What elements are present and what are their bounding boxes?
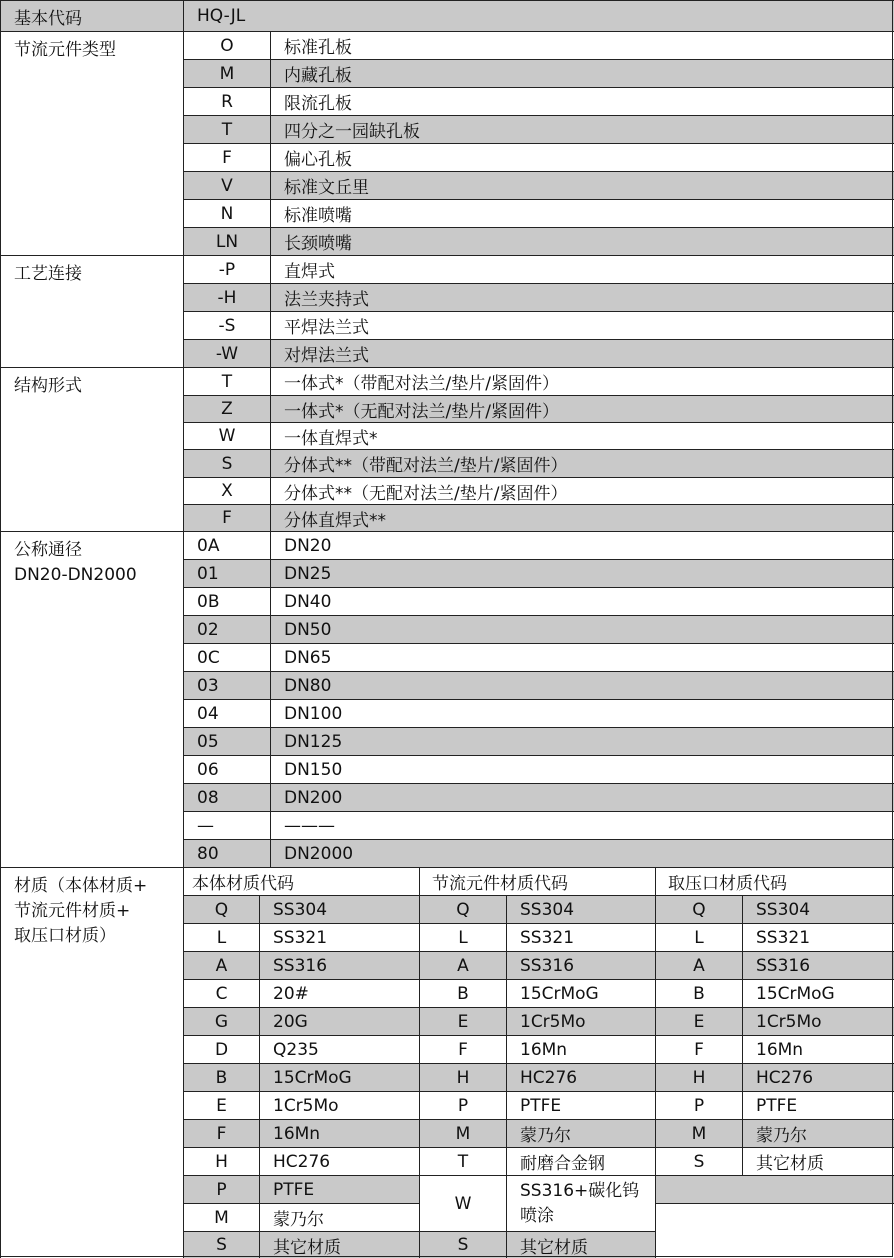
tap-material-code: P	[655, 1091, 742, 1119]
element-type-code: T	[183, 115, 270, 143]
diameter-code: 05	[183, 727, 270, 755]
body-material-code: D	[183, 1035, 259, 1063]
structure-desc: 一体直焊式*	[270, 422, 894, 449]
structure-desc: 分体式**（带配对法兰/垫片/紧固件）	[270, 449, 894, 477]
body-material-desc: SS304	[259, 895, 419, 923]
connection-desc: 直焊式	[270, 255, 894, 283]
diameter-desc: DN100	[270, 699, 894, 727]
tap-material-code: M	[655, 1119, 742, 1147]
body-material-desc: 1Cr5Mo	[259, 1091, 419, 1119]
element-material-desc: HC276	[506, 1063, 655, 1091]
tap-material-code: S	[655, 1147, 742, 1175]
diameter-desc: ———	[270, 811, 894, 839]
element-type-code: N	[183, 199, 270, 227]
body-material-desc: SS321	[259, 923, 419, 951]
material-label-line1: 材质（本体材质+	[14, 876, 148, 896]
element-material-desc: 耐磨合金钢	[506, 1147, 655, 1175]
element-type-desc: 内藏孔板	[270, 59, 894, 87]
element-material-desc-line1: SS316+碳化钨	[520, 1181, 640, 1201]
body-material-desc: 16Mn	[259, 1119, 419, 1147]
process-connection-label: 工艺连接	[0, 255, 183, 367]
nominal-diameter-label-line2: DN20-DN2000	[14, 565, 137, 585]
element-material-code: Q	[419, 895, 506, 923]
diameter-code: 06	[183, 755, 270, 783]
diameter-code: 0C	[183, 643, 270, 671]
connection-desc: 对焊法兰式	[270, 339, 894, 367]
element-material-desc: PTFE	[506, 1091, 655, 1119]
diameter-desc: DN65	[270, 643, 894, 671]
element-material-desc: 16Mn	[506, 1035, 655, 1063]
diameter-code: —	[183, 811, 270, 839]
tap-material-desc: 1Cr5Mo	[742, 1007, 894, 1035]
connection-code: -P	[183, 255, 270, 283]
element-type-code: LN	[183, 227, 270, 255]
connection-desc: 平焊法兰式	[270, 311, 894, 339]
nominal-diameter-label	[0, 531, 183, 867]
tap-material-code: Q	[655, 895, 742, 923]
element-material-code: L	[419, 923, 506, 951]
diameter-code: 0B	[183, 587, 270, 615]
body-material-desc: 15CrMoG	[259, 1063, 419, 1091]
body-material-desc: Q235	[259, 1035, 419, 1063]
diameter-code: 03	[183, 671, 270, 699]
body-material-desc: 20#	[259, 979, 419, 1007]
tap-material-desc: PTFE	[742, 1091, 894, 1119]
diameter-code: 02	[183, 615, 270, 643]
diameter-code: 0A	[183, 531, 270, 559]
connection-desc: 法兰夹持式	[270, 283, 894, 311]
tap-material-code: A	[655, 951, 742, 979]
element-material-code: F	[419, 1035, 506, 1063]
tap-material-desc: HC276	[742, 1063, 894, 1091]
connection-code: -W	[183, 339, 270, 367]
element-type-code: F	[183, 143, 270, 171]
element-material-desc: 1Cr5Mo	[506, 1007, 655, 1035]
diameter-desc: DN125	[270, 727, 894, 755]
tap-material-desc: SS316	[742, 951, 894, 979]
body-material-desc: HC276	[259, 1147, 419, 1175]
tap-material-desc: 16Mn	[742, 1035, 894, 1063]
tap-material-code: B	[655, 979, 742, 1007]
body-material-code: G	[183, 1007, 259, 1035]
element-material-desc-line2: 喷涂	[520, 1206, 554, 1226]
element-material-desc: SS321	[506, 923, 655, 951]
diameter-code: 08	[183, 783, 270, 811]
element-material-desc: 其它材质	[506, 1231, 655, 1258]
structure-desc: 一体式*（带配对法兰/垫片/紧固件）	[270, 367, 894, 395]
tap-material-empty-cell	[655, 1203, 894, 1258]
tap-material-desc: 其它材质	[742, 1147, 894, 1175]
body-material-desc: PTFE	[259, 1175, 419, 1203]
material-label-line2: 节流元件材质+	[14, 901, 131, 921]
tap-material-code: E	[655, 1007, 742, 1035]
structure-label: 结构形式	[0, 367, 183, 531]
diameter-desc: DN40	[270, 587, 894, 615]
structure-code: Z	[183, 395, 270, 422]
body-material-code: F	[183, 1119, 259, 1147]
body-material-desc: 其它材质	[259, 1231, 419, 1258]
element-type-code: V	[183, 171, 270, 199]
base-code-value: HQ-JL	[183, 0, 894, 31]
element-type-code: M	[183, 59, 270, 87]
element-type-code: O	[183, 31, 270, 59]
diameter-desc: DN50	[270, 615, 894, 643]
element-material-code: E	[419, 1007, 506, 1035]
element-material-code: T	[419, 1147, 506, 1175]
structure-desc: 分体直焊式**	[270, 504, 894, 531]
structure-code: S	[183, 449, 270, 477]
diameter-desc: DN25	[270, 559, 894, 587]
element-material-code: S	[419, 1231, 506, 1258]
connection-code: -S	[183, 311, 270, 339]
structure-code: X	[183, 477, 270, 504]
tap-material-empty-cell	[655, 1175, 894, 1203]
diameter-desc: DN200	[270, 783, 894, 811]
body-material-code: S	[183, 1231, 259, 1258]
body-material-desc: 蒙乃尔	[259, 1203, 419, 1231]
diameter-code: 04	[183, 699, 270, 727]
base-code-label: 基本代码	[0, 0, 183, 31]
element-type-desc: 长颈喷嘴	[270, 227, 894, 255]
element-material-code: P	[419, 1091, 506, 1119]
tap-material-code: F	[655, 1035, 742, 1063]
diameter-code: 80	[183, 839, 270, 867]
diameter-desc: DN150	[270, 755, 894, 783]
nominal-diameter-label-line1: 公称通径	[14, 540, 82, 560]
element-material-code: B	[419, 979, 506, 1007]
diameter-code: 01	[183, 559, 270, 587]
body-material-desc: 20G	[259, 1007, 419, 1035]
tap-material-desc: SS304	[742, 895, 894, 923]
connection-code: -H	[183, 283, 270, 311]
structure-code: T	[183, 367, 270, 395]
material-label	[0, 867, 183, 1258]
body-material-code: H	[183, 1147, 259, 1175]
tap-material-desc: 15CrMoG	[742, 979, 894, 1007]
structure-code: W	[183, 422, 270, 449]
structure-code: F	[183, 504, 270, 531]
element-material-desc	[506, 1175, 655, 1231]
element-type-desc: 偏心孔板	[270, 143, 894, 171]
tap-material-header: 取压口材质代码	[655, 867, 894, 895]
element-material-desc: SS304	[506, 895, 655, 923]
diameter-desc: DN20	[270, 531, 894, 559]
structure-desc: 一体式*（无配对法兰/垫片/紧固件）	[270, 395, 894, 422]
body-material-code: Q	[183, 895, 259, 923]
structure-desc: 分体式**（无配对法兰/垫片/紧固件）	[270, 477, 894, 504]
element-material-desc: 蒙乃尔	[506, 1119, 655, 1147]
tap-material-code: H	[655, 1063, 742, 1091]
element-material-code: M	[419, 1119, 506, 1147]
body-material-code: E	[183, 1091, 259, 1119]
tap-material-desc: 蒙乃尔	[742, 1119, 894, 1147]
element-material-code: A	[419, 951, 506, 979]
body-material-code: M	[183, 1203, 259, 1231]
element-type-code: R	[183, 87, 270, 115]
element-material-code: H	[419, 1063, 506, 1091]
body-material-desc: SS316	[259, 951, 419, 979]
body-material-code: A	[183, 951, 259, 979]
body-material-code: P	[183, 1175, 259, 1203]
tap-material-desc: SS321	[742, 923, 894, 951]
tap-material-code: L	[655, 923, 742, 951]
element-material-desc: SS316	[506, 951, 655, 979]
diameter-desc: DN80	[270, 671, 894, 699]
body-material-code: L	[183, 923, 259, 951]
element-type-label: 节流元件类型	[0, 31, 183, 255]
element-type-desc: 标准孔板	[270, 31, 894, 59]
element-type-desc: 标准喷嘴	[270, 199, 894, 227]
element-material-desc: 15CrMoG	[506, 979, 655, 1007]
element-type-desc: 四分之一园缺孔板	[270, 115, 894, 143]
body-material-code: B	[183, 1063, 259, 1091]
element-material-header: 节流元件材质代码	[419, 867, 655, 895]
material-label-line3: 取压口材质）	[14, 926, 116, 946]
element-material-code: W	[419, 1175, 506, 1231]
body-material-code: C	[183, 979, 259, 1007]
element-type-desc: 标准文丘里	[270, 171, 894, 199]
body-material-header: 本体材质代码	[183, 867, 419, 895]
element-type-desc: 限流孔板	[270, 87, 894, 115]
diameter-desc: DN2000	[270, 839, 894, 867]
